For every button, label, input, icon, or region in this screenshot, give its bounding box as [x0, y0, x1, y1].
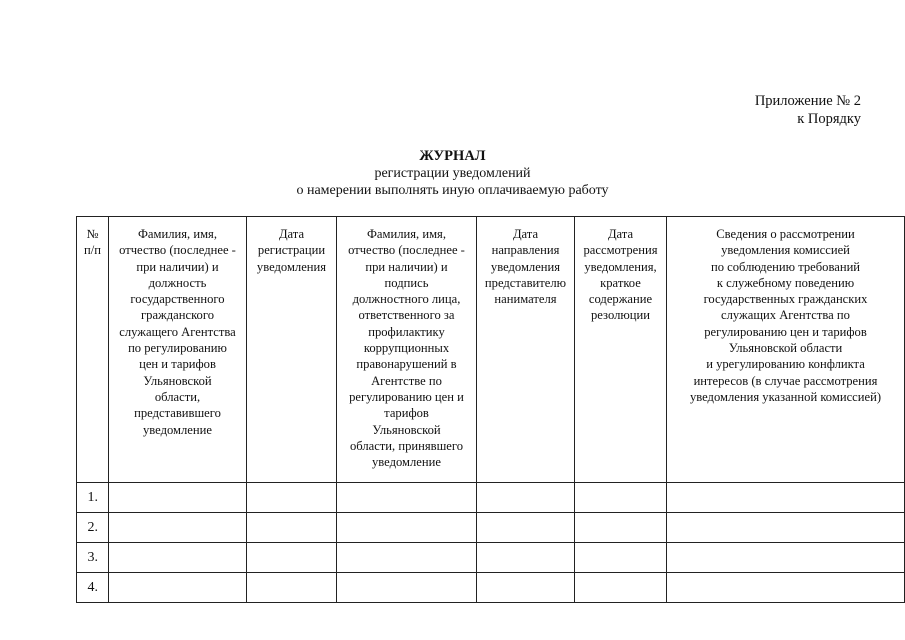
header-responsible-official-label: Фамилия, имя, отчество (последнее - при наличии) и подпись должностного лица, ответственного за профилактику коррупционных правонарушений в Агентстве по регулированию цен и тарифов Ульяновской области, принявшего уведомление: [348, 227, 465, 470]
table-cell[interactable]: [247, 573, 337, 603]
table-cell[interactable]: [575, 483, 667, 513]
table-cell[interactable]: [337, 573, 477, 603]
table-row: [77, 543, 905, 573]
table-cell[interactable]: [575, 543, 667, 573]
row-number: 4.: [77, 573, 109, 603]
header-number: [77, 217, 109, 483]
table-cell[interactable]: [247, 483, 337, 513]
appendix-number: Приложение № 2: [754, 93, 861, 109]
table-cell[interactable]: [247, 543, 337, 573]
journal-subtitle-line2: о намерении выполнять иную оплачиваемую работу: [296, 183, 609, 198]
table-cell[interactable]: [477, 573, 575, 603]
header-review-date-label: Дата рассмотрения уведомления, краткое содержание резолюции: [583, 227, 658, 323]
header-registration-date-label: Дата регистрации уведомления: [256, 227, 327, 274]
appendix-order-ref: к Порядку: [797, 111, 861, 127]
header-commission-info-label: Сведения о рассмотрении уведомления комиссией по соблюдению требований к служебному поведению государственных гражданских служащих Агентства по регулированию цен и тарифов Ульяновской области и урегулированию конфликта интересов (в случае рассмотрения уведомления указанной комиссией): [689, 227, 882, 404]
header-sent-date-label: Дата направления уведомления представителю нанимателя: [484, 227, 567, 307]
table-cell[interactable]: [667, 483, 905, 513]
table-cell[interactable]: [109, 513, 247, 543]
table-row: [77, 483, 905, 513]
table-cell[interactable]: [575, 573, 667, 603]
row-number: 1.: [77, 483, 109, 513]
table-header-row: [77, 217, 905, 483]
table-cell[interactable]: [477, 543, 575, 573]
table-cell[interactable]: [109, 543, 247, 573]
header-number-label: № п/п: [84, 227, 101, 258]
journal-table: [76, 216, 905, 603]
header-sent-date: [477, 217, 575, 483]
table-cell[interactable]: [667, 543, 905, 573]
header-responsible-official: [337, 217, 477, 483]
header-review-date: [575, 217, 667, 483]
header-employee: [109, 217, 247, 483]
table-cell[interactable]: [109, 483, 247, 513]
table-cell[interactable]: [667, 513, 905, 543]
row-number: 2.: [77, 513, 109, 543]
appendix-reference: [755, 92, 861, 128]
table-cell[interactable]: [337, 483, 477, 513]
header-commission-info: [667, 217, 905, 483]
table-row: [77, 573, 905, 603]
table-row: [77, 513, 905, 543]
header-registration-date: [247, 217, 337, 483]
row-number: 3.: [77, 543, 109, 573]
table-cell[interactable]: [109, 573, 247, 603]
table-cell[interactable]: [247, 513, 337, 543]
table-cell[interactable]: [667, 573, 905, 603]
table-cell[interactable]: [575, 513, 667, 543]
journal-title-block: [0, 148, 905, 199]
journal-subtitle-line1: регистрации уведомлений: [374, 166, 531, 181]
journal-title: ЖУРНАЛ: [419, 148, 486, 164]
table-cell[interactable]: [477, 483, 575, 513]
table-cell[interactable]: [477, 513, 575, 543]
table-cell[interactable]: [337, 543, 477, 573]
table-cell[interactable]: [337, 513, 477, 543]
header-employee-label: Фамилия, имя, отчество (последнее - при наличии) и должность государственного гражданского служащего Агентства по регулированию цен и тарифов Ульяновской области, представившего уведомление: [119, 227, 236, 437]
